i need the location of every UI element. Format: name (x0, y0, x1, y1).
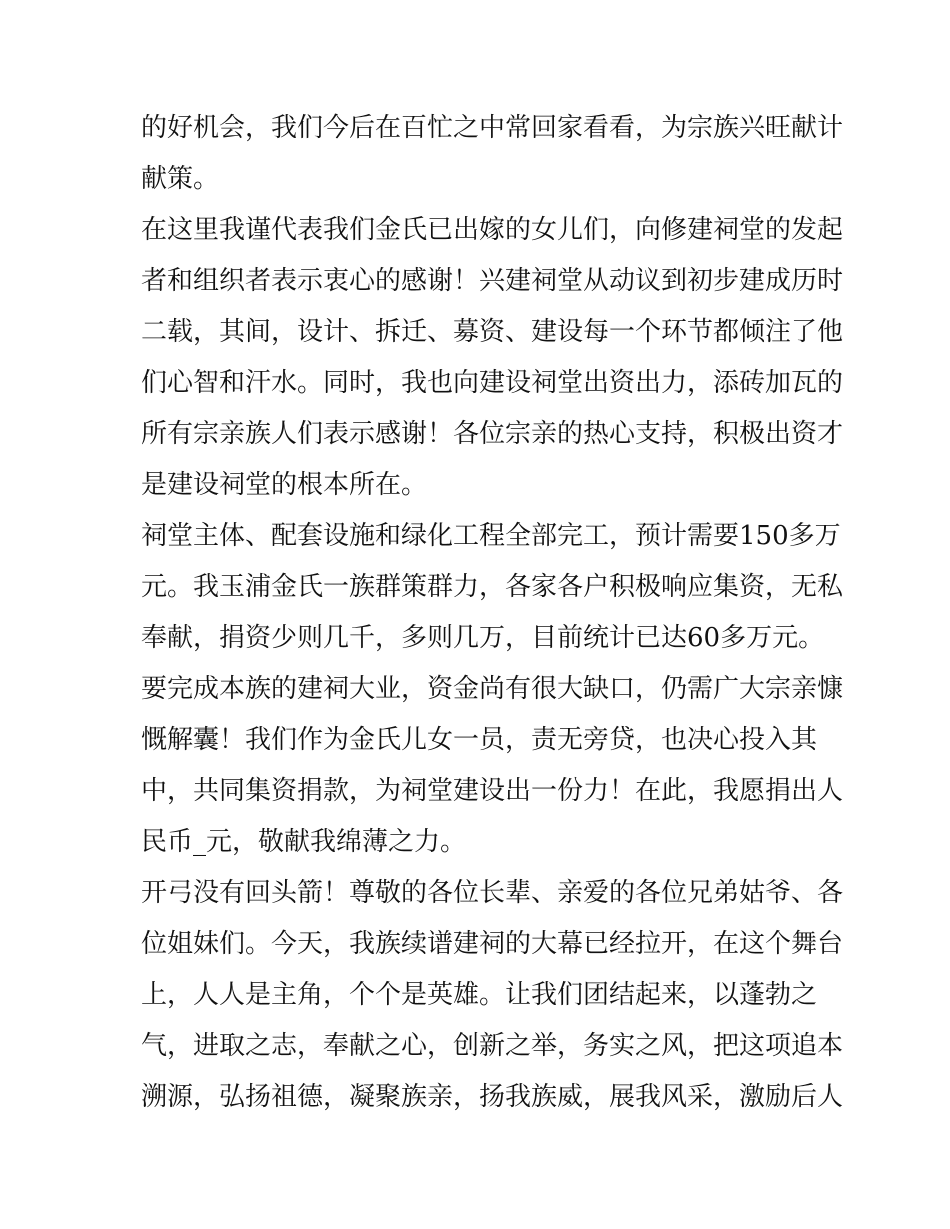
text-line: 开弓没有回头箭！尊敬的各位长辈、亲爱的各位兄弟姑爷、各 (141, 878, 844, 908)
text-line: 要完成本族的建祠大业，资金尚有很大缺口，仍需广大宗亲慷 (141, 674, 844, 704)
text-line: 慨解囊！我们作为金氏儿女一员，责无旁贷，也决心投入其 (141, 725, 818, 755)
text-line: 元。我玉浦金氏一族群策群力，各家各户积极响应集资，无私 (141, 572, 844, 602)
text-line: 在这里我谨代表我们金氏已出嫁的女儿们，向修建祠堂的发起 (141, 215, 844, 245)
text-line: 溯源，弘扬祖德，凝聚族亲，扬我族威，展我风采，激励后人 (141, 1082, 844, 1112)
text-line: 奉献，捐资少则几千，多则几万，目前统计已达60多万元。 (141, 623, 825, 653)
text-line: 们心智和汗水。同时，我也向建设祠堂出资出力，添砖加瓦的 (141, 368, 844, 398)
text-line: 者和组织者表示衷心的感谢！兴建祠堂从动议到初步建成历时 (141, 266, 844, 296)
text-line: 中，共同集资捐款，为祠堂建设出一份力！在此，我愿捐出人 (141, 776, 844, 806)
text-line: 民币_元，敬献我绵薄之力。 (141, 827, 467, 857)
text-line: 位姐妹们。今天，我族续谱建祠的大幕已经拉开，在这个舞台 (141, 929, 844, 959)
text-line: 的好机会，我们今后在百忙之中常回家看看，为宗族兴旺献计 (141, 113, 844, 143)
text-line: 上，人人是主角，个个是英雄。让我们团结起来，以蓬勃之 (141, 980, 818, 1010)
text-line: 气，进取之志，奉献之心，创新之举，务实之风，把这项追本 (141, 1031, 844, 1061)
text-line: 是建设祠堂的根本所在。 (141, 470, 428, 500)
text-line: 祠堂主体、配套设施和绿化工程全部完工，预计需要150多万 (141, 521, 841, 551)
text-line: 所有宗亲族人们表示感谢！各位宗亲的热心支持，积极出资才 (141, 419, 844, 449)
body-text (141, 103, 844, 1123)
text-line: 献策。 (141, 164, 220, 194)
text-line: 二载，其间，设计、拆迁、募资、建设每一个环节都倾注了他 (141, 317, 844, 347)
